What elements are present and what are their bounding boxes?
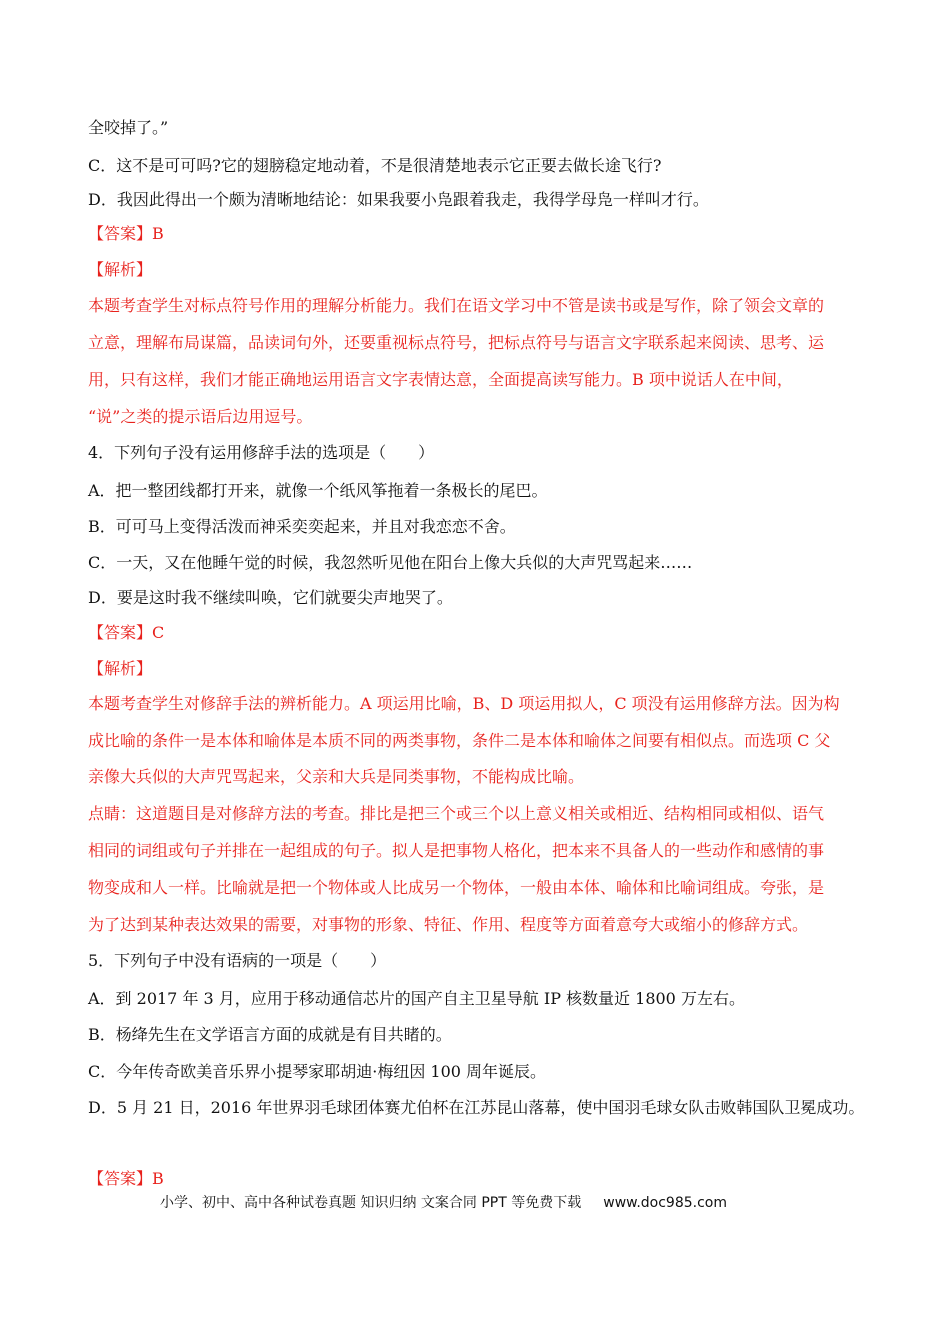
question-line: B．杨绛先生在文学语言方面的成就是有目共睹的。 — [88, 1025, 452, 1044]
analysis-line: 【解析】 — [88, 260, 153, 279]
question-line: B．可可马上变得活泼而神采奕奕起来，并且对我恋恋不舍。 — [88, 517, 516, 536]
analysis-line: “说”之类的提示语后边用逗号。 — [88, 407, 313, 426]
analysis-line: 相同的词组或句子并排在一起组成的句子。拟人是把事物人格化，把本来不具备人的一些动作和感情的事 — [88, 841, 825, 860]
question-line: D．要是这时我不继续叫唤，它们就要尖声地哭了。 — [88, 588, 453, 607]
analysis-line: 本题考查学生对标点符号作用的理解分析能力。我们在语文学习中不管是读书或是写作，除了领会文章的 — [88, 296, 825, 315]
page-footer — [160, 1192, 727, 1212]
analysis-line: 亲像大兵似的大声咒骂起来，父亲和大兵是同类事物，不能构成比喻。 — [88, 767, 585, 786]
footer-url[interactable]: www.doc985.com — [603, 1195, 727, 1211]
question-line: D．我因此得出一个颇为清晰地结论：如果我要小凫跟着我走，我得学母凫一样叫才行。 — [88, 190, 709, 209]
question-line: C．这不是可可吗?它的翅膀稳定地动着，不是很清楚地表示它正要去做长途飞行? — [88, 156, 662, 175]
question-line: C．今年传奇欧美音乐界小提琴家耶胡迪·梅纽因 100 周年诞辰。 — [88, 1062, 547, 1081]
question-line: 全咬掉了。” — [88, 118, 169, 137]
analysis-line: 本题考查学生对修辞手法的辨析能力。A 项运用比喻，B、D 项运用拟人，C 项没有运用修辞方法。因为构 — [88, 694, 840, 713]
question-line: 4．下列句子没有运用修辞手法的选项是（ ） — [88, 443, 435, 462]
analysis-line: 【答案】C — [88, 623, 165, 642]
question-line: A．把一整团线都打开来，就像一个纸风筝拖着一条极长的尾巴。 — [88, 481, 548, 500]
analysis-line: 用，只有这样，我们才能正确地运用语言文字表情达意，全面提高读写能力。B 项中说话人在中间， — [88, 370, 793, 389]
analysis-line: 【解析】 — [88, 659, 153, 678]
analysis-line: 物变成和人一样。比喻就是把一个物体或人比成另一个物体，一般由本体、喻体和比喻词组成。夸张，是 — [88, 878, 825, 897]
question-line: A．到 2017 年 3 月，应用于移动通信芯片的国产自主卫星导航 IP 核数量近 1800 万左右。 — [88, 989, 745, 1008]
analysis-line: 为了达到某种表达效果的需要，对事物的形象、特征、作用、程度等方面着意夸大或缩小的修辞方式。 — [88, 915, 809, 934]
question-line: 5．下列句子中没有语病的一项是（ ） — [88, 951, 387, 970]
footer-text: 小学、初中、高中各种试卷真题 知识归纳 文案合同 PPT 等免费下载 — [160, 1195, 582, 1211]
analysis-line: 点睛：这道题目是对修辞方法的考查。排比是把三个或三个以上意义相关或相近、结构相同或相似、语气 — [88, 804, 825, 823]
question-line: C．一天，又在他睡午觉的时候，我忽然听见他在阳台上像大兵似的大声咒骂起来…… — [88, 553, 693, 572]
analysis-line: 立意，理解布局谋篇，品读词句外，还要重视标点符号，把标点符号与语言文字联系起来阅读、思考、运 — [88, 333, 825, 352]
analysis-line: 【答案】B — [88, 1169, 164, 1188]
analysis-line: 【答案】B — [88, 224, 164, 243]
question-line: D．5 月 21 日，2016 年世界羽毛球团体赛尤伯杯在江苏昆山落幕，使中国羽毛球女队击败韩国队卫冕成功。 — [88, 1098, 865, 1117]
analysis-line: 成比喻的条件一是本体和喻体是本质不同的两类事物，条件二是本体和喻体之间要有相似点。而选项 C 父 — [88, 731, 831, 750]
